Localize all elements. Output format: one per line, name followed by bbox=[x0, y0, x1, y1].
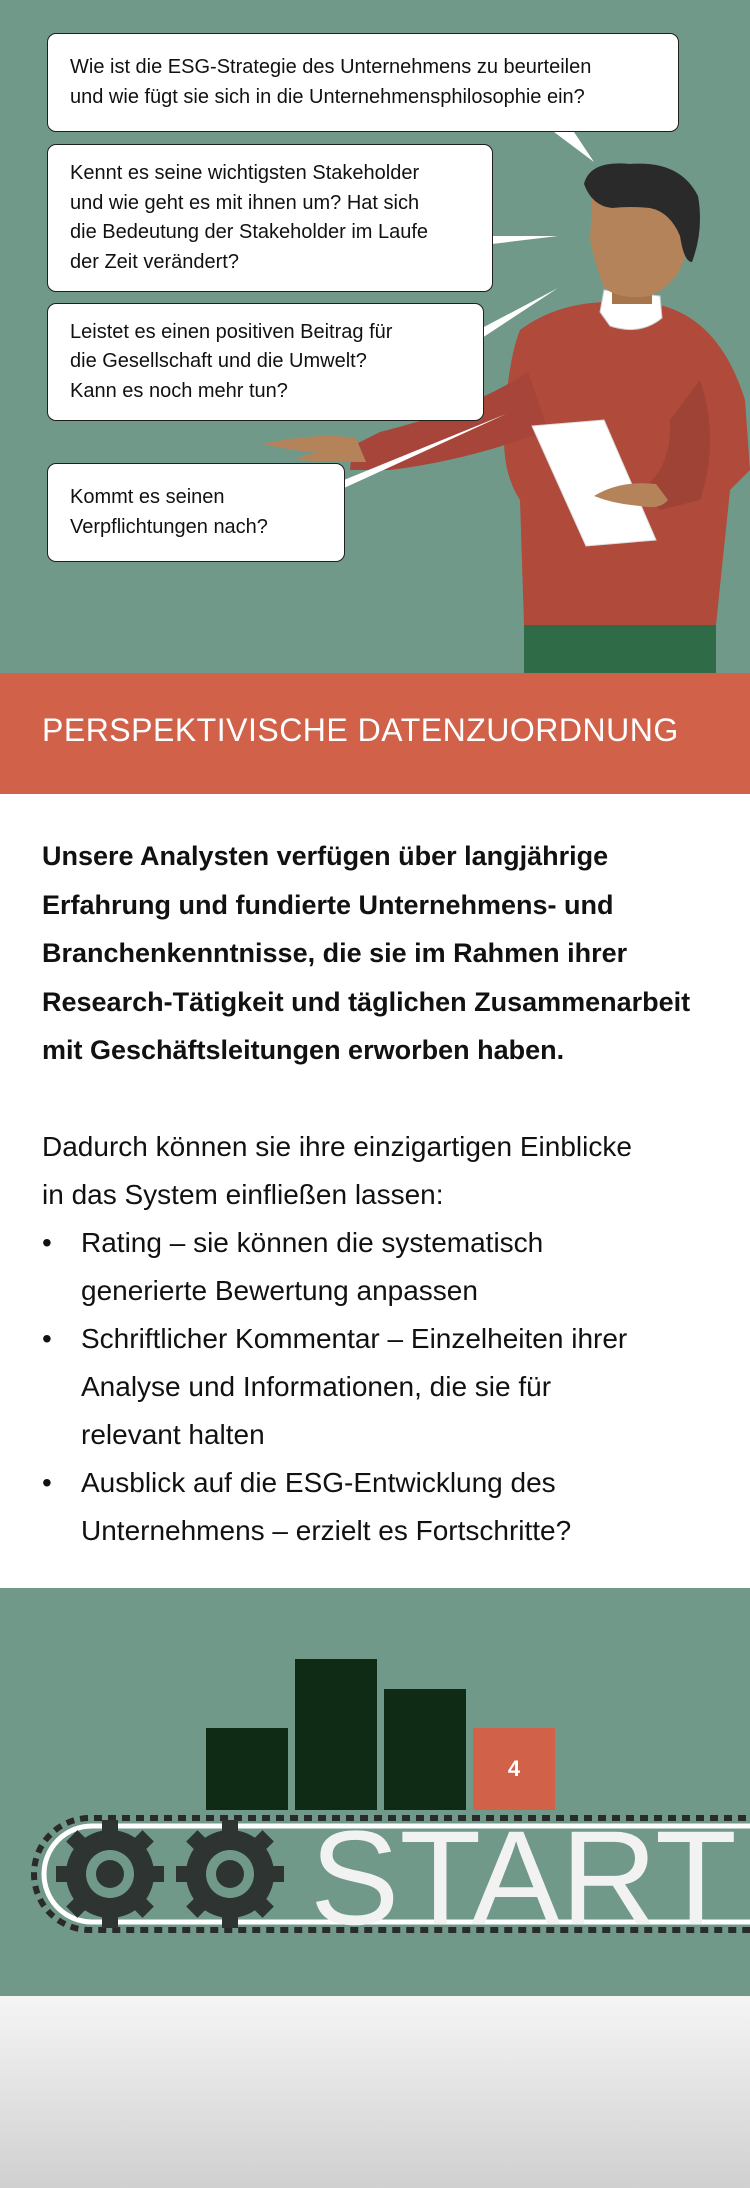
intro-line: Branchenkenntnisse, die sie im Rahmen ihrer bbox=[42, 938, 628, 968]
bubble-line: Kommt es seinen bbox=[70, 486, 225, 508]
bullet-marker: • bbox=[42, 1322, 52, 1354]
list-item bbox=[42, 1315, 692, 1459]
bubble-line: Wie ist die ESG-Strategie des Unternehmens zu beurteilen bbox=[70, 56, 592, 78]
conveyor-illustration bbox=[0, 1588, 750, 1996]
bubble-line: die Gesellschaft und die Umwelt? bbox=[70, 350, 367, 373]
intro-paragraph bbox=[42, 832, 692, 1075]
bullet-marker: • bbox=[42, 1466, 52, 1498]
section-title: PERSPEKTIVISCHE DATENZUORDNUNG bbox=[42, 712, 679, 748]
list-item-line: Ausblick auf die ESG-Entwicklung des bbox=[81, 1466, 556, 1498]
speech-bubble-obligations bbox=[47, 463, 345, 562]
list-item-line: Analyse und Informationen, die sie für bbox=[81, 1370, 552, 1402]
hero-illustration bbox=[0, 0, 750, 673]
list-item-line: Unternehmens – erzielt es Fortschritte? bbox=[81, 1514, 572, 1546]
lead-line: in das System einfließen lassen: bbox=[42, 1178, 444, 1210]
bullet-marker: • bbox=[42, 1226, 52, 1258]
speech-tail-1 bbox=[554, 132, 594, 162]
start-label: START bbox=[310, 1804, 737, 1953]
list-item-line: Schriftlicher Kommentar – Einzelheiten ihrer bbox=[81, 1322, 628, 1354]
intro-line: Erfahrung und fundierte Unternehmens- und bbox=[42, 889, 614, 920]
block-1 bbox=[206, 1728, 288, 1810]
speech-tail-2 bbox=[492, 236, 558, 244]
section-title-band bbox=[0, 673, 750, 794]
list-item-line: generierte Bewertung anpassen bbox=[81, 1274, 478, 1306]
bubble-line: der Zeit verändert? bbox=[70, 250, 239, 273]
gear-icon bbox=[176, 1820, 284, 1928]
page-bottom bbox=[0, 1996, 750, 2188]
person-hand-extended bbox=[262, 436, 366, 462]
speech-bubble-stakeholders bbox=[47, 144, 493, 292]
lead-line: Dadurch können sie ihre einzigartigen Einblicke bbox=[42, 1130, 632, 1162]
page-number: 4 bbox=[507, 1756, 521, 1781]
list-item-line: Rating – sie können die systematisch bbox=[81, 1226, 544, 1258]
bubble-line: und wie geht es mit ihnen um? Hat sich bbox=[70, 191, 420, 214]
list-item-line: relevant halten bbox=[81, 1418, 265, 1450]
intro-line: mit Geschäftsleitungen erworben haben. bbox=[42, 1035, 565, 1065]
person-sweater bbox=[504, 302, 750, 625]
speech-bubble-contribution bbox=[47, 303, 484, 421]
bullet-list bbox=[42, 1219, 692, 1555]
block-2 bbox=[295, 1659, 377, 1810]
lead-paragraph bbox=[42, 1123, 692, 1219]
gear-icon bbox=[56, 1820, 164, 1928]
bubble-line: Leistet es einen positiven Beitrag für bbox=[70, 320, 393, 343]
start-graphic bbox=[0, 1588, 750, 1996]
bubble-line: die Bedeutung der Stakeholder im Laufe bbox=[70, 221, 429, 243]
list-item bbox=[42, 1219, 692, 1315]
intro-line: Unsere Analysten verfügen über langjährige bbox=[42, 841, 609, 871]
bubble-line: Kennt es seine wichtigsten Stakeholder bbox=[70, 162, 420, 184]
main-content bbox=[42, 832, 692, 1555]
intro-line: Research-Tätigkeit und täglichen Zusammenarbeit bbox=[42, 986, 691, 1017]
person-pants bbox=[524, 618, 716, 673]
bubble-line: Kann es noch mehr tun? bbox=[70, 379, 288, 402]
bubble-line: Verpflichtungen nach? bbox=[70, 515, 268, 538]
bubble-line: und wie fügt sie sich in die Unternehmensphilosophie ein? bbox=[70, 85, 585, 108]
list-item bbox=[42, 1459, 692, 1555]
speech-bubble-strategy bbox=[47, 33, 679, 132]
block-3 bbox=[384, 1689, 466, 1810]
